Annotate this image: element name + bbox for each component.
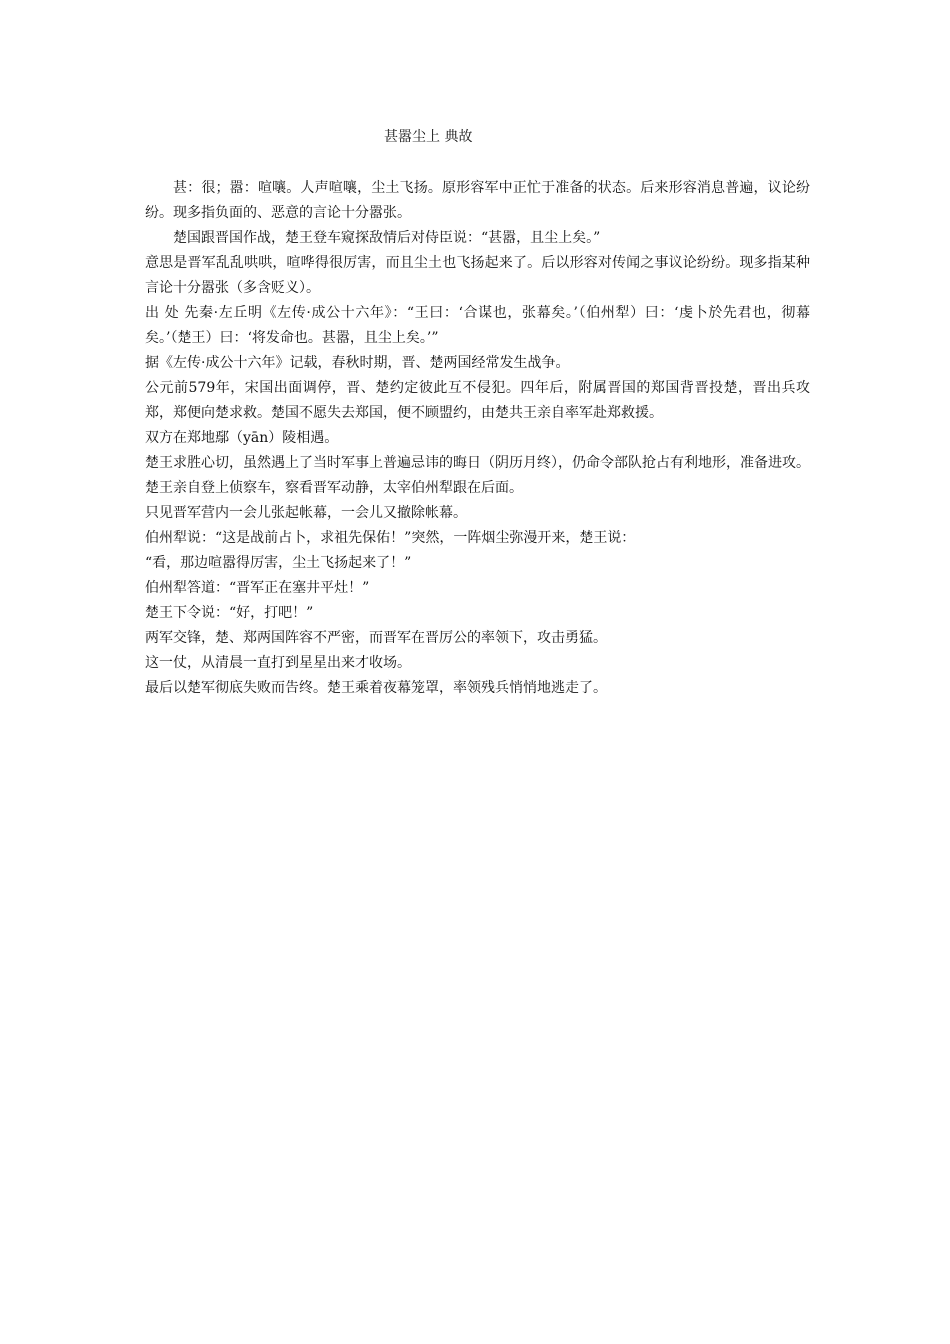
paragraph-duration: 这一仗，从清晨一直打到星星出来才收场。 [145, 655, 411, 671]
paragraph-meaning: 意思是晋军乱乱哄哄，喧哗得很厉害，而且尘土也飞扬起来了。后以形容对传闻之事议论纷纷。现多指某种言论十分嚣张（多含贬义）。 [145, 255, 810, 296]
paragraph-scouting: 楚王亲自登上侦察车，察看晋军动静，太宰伯州犁跟在后面。 [145, 480, 523, 496]
paragraph-tents: 只见晋军营内一会儿张起帐幕，一会儿又撤除帐幕。 [145, 505, 467, 521]
paragraph-meeting: 双方在郑地鄢（yān）陵相遇。 [145, 430, 339, 446]
paragraph-battle: 两军交锋，楚、郑两国阵容不严密，而晋军在晋厉公的率领下，攻击勇猛。 [145, 630, 607, 646]
document-body [145, 176, 810, 701]
paragraph-story-intro: 楚国跟晋国作战，楚王登车窥探敌情后对侍臣说：“甚嚣，且尘上矣。” [173, 230, 601, 246]
paragraph-dust: “看，那边喧嚣得厉害，尘土飞扬起来了！” [145, 555, 412, 571]
paragraph-history: 公元前579年，宋国出面调停，晋、楚约定彼此互不侵犯。四年后，附属晋国的郑国背晋投楚，晋出兵攻郑，郑便向楚求救。楚国不愿失去郑国，便不顾盟约，由楚共王亲自率军赴郑救援。 [145, 380, 810, 421]
paragraph-reply: 伯州犁答道：“晋军正在塞井平灶！” [145, 580, 370, 596]
paragraph-definition: 甚：很；嚣：喧嚷。人声喧嚷，尘土飞扬。原形容军中正忙于准备的状态。后来形容消息普遍，议论纷纷。现多指负面的、恶意的言论十分嚣张。 [145, 180, 810, 221]
paragraph-record: 据《左传·成公十六年》记载，春秋时期，晋、楚两国经常发生战争。 [145, 355, 570, 371]
paragraph-advance: 楚王求胜心切，虽然遇上了当时军事上普遍忌讳的晦日（阴历月终），仍命令部队抢占有利地形，准备进攻。 [145, 455, 810, 471]
paragraph-divination: 伯州犁说：“这是战前占卜，求祖先保佑！”突然，一阵烟尘弥漫开来，楚王说： [145, 530, 636, 546]
paragraph-order: 楚王下令说：“好，打吧！” [145, 605, 314, 621]
paragraph-source: 出 处 先秦·左丘明《左传·成公十六年》：“王曰：‘合谋也，张幕矣。’（伯州犁）曰：‘虔卜於先君也，彻幕矣。’（楚王）曰：‘将发命也。甚嚣，且尘上矣。’” [145, 305, 810, 346]
paragraph-ending: 最后以楚军彻底失败而告终。楚王乘着夜幕笼罩，率领残兵悄悄地逃走了。 [145, 680, 607, 696]
document-title: 甚嚣尘上 典故 [384, 129, 473, 145]
